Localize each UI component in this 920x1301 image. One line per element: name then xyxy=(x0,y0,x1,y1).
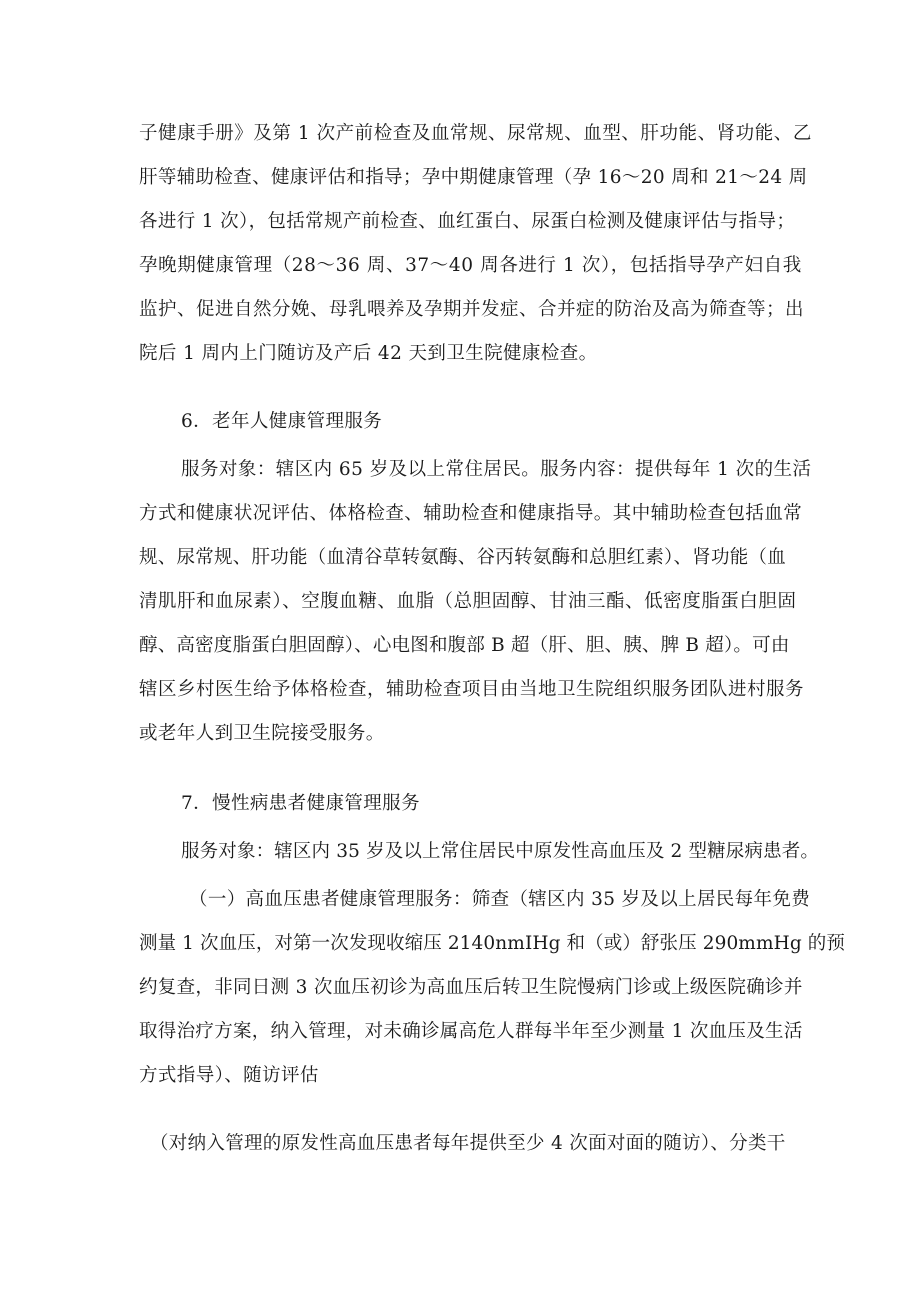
text-line: 约复查，非同日测 3 次血压初诊为高血压后转卫生院慢病门诊或上级医院确诊并 xyxy=(139,977,803,998)
text-line: 醇、高密度脂蛋白胆固醇）、心电图和腹部 B 超（肝、胆、胰、脾 B 超）。可由 xyxy=(139,635,790,656)
text-line: 辖区乡村医生给予体格检查，辅助检查项目由当地卫生院组织服务团队进村服务 xyxy=(139,679,805,700)
text-line: 院后 1 周内上门随访及产后 42 天到卫生院健康检查。 xyxy=(139,343,598,364)
followup-paragraph xyxy=(150,1122,800,1166)
text-line: 方式指导）、随访评估 xyxy=(139,1065,319,1086)
text-line: 服务对象：辖区内 35 岁及以上常住居民中原发性高血压及 2 型糖尿病患者。 xyxy=(181,841,820,862)
chronic-target-paragraph xyxy=(181,830,831,874)
text-line: （对纳入管理的原发性高血压患者每年提供至少 4 次面对面的随访）、分类干 xyxy=(150,1133,786,1154)
text-line: 监护、促进自然分娩、母乳喂养及孕期并发症、合并症的防治及高为筛查等；出 xyxy=(139,299,805,320)
text-line: 服务对象：辖区内 65 岁及以上常住居民。服务内容：提供每年 1 次的生活 xyxy=(181,459,812,480)
text-line: 各进行 1 次），包括常规产前检查、血红蛋白、尿蛋白检测及健康评估与指导； xyxy=(139,211,796,232)
section-heading-6 xyxy=(181,400,831,444)
text-line: 肝等辅助检查、健康评估和指导；孕中期健康管理（孕 16～20 周和 21～24 周 xyxy=(139,167,808,188)
hypertension-paragraph xyxy=(139,878,845,1098)
text-line: （一）高血压患者健康管理服务：筛查（辖区内 35 岁及以上居民每年免费 xyxy=(189,889,811,910)
text-line: 孕晚期健康管理（28～36 周、37～40 周各进行 1 次），包括指导孕产妇自我 xyxy=(139,255,802,276)
text-line: 方式和健康状况评估、体格检查、辅助检查和健康指导。其中辅助检查包括血常 xyxy=(139,503,803,524)
text-line: 清肌肝和血尿素）、空腹血糖、血脂（总胆固醇、甘油三酯、低密度脂蛋白胆固 xyxy=(139,591,797,612)
text-line: 规、尿常规、肝功能（血清谷草转氨酶、谷丙转氨酶和总胆红素）、肾功能（血 xyxy=(139,547,787,568)
elderly-care-paragraph xyxy=(139,448,812,756)
text-line: 测量 1 次血压，对第一次发现收缩压 2140nmIHg 和（或）舒张压 290mmHg 的预 xyxy=(139,933,845,954)
section-heading-7 xyxy=(181,782,831,826)
heading-text: 7．慢性病患者健康管理服务 xyxy=(181,793,420,814)
maternal-care-paragraph xyxy=(139,112,812,376)
heading-text: 6．老年人健康管理服务 xyxy=(181,411,383,432)
text-line: 取得治疗方案，纳入管理，对未确诊属高危人群每半年至少测量 1 次血压及生活 xyxy=(139,1021,803,1042)
text-line: 子健康手册》及第 1 次产前检查及血常规、尿常规、血型、肝功能、肾功能、乙 xyxy=(139,123,812,144)
text-line: 或老年人到卫生院接受服务。 xyxy=(139,723,385,744)
